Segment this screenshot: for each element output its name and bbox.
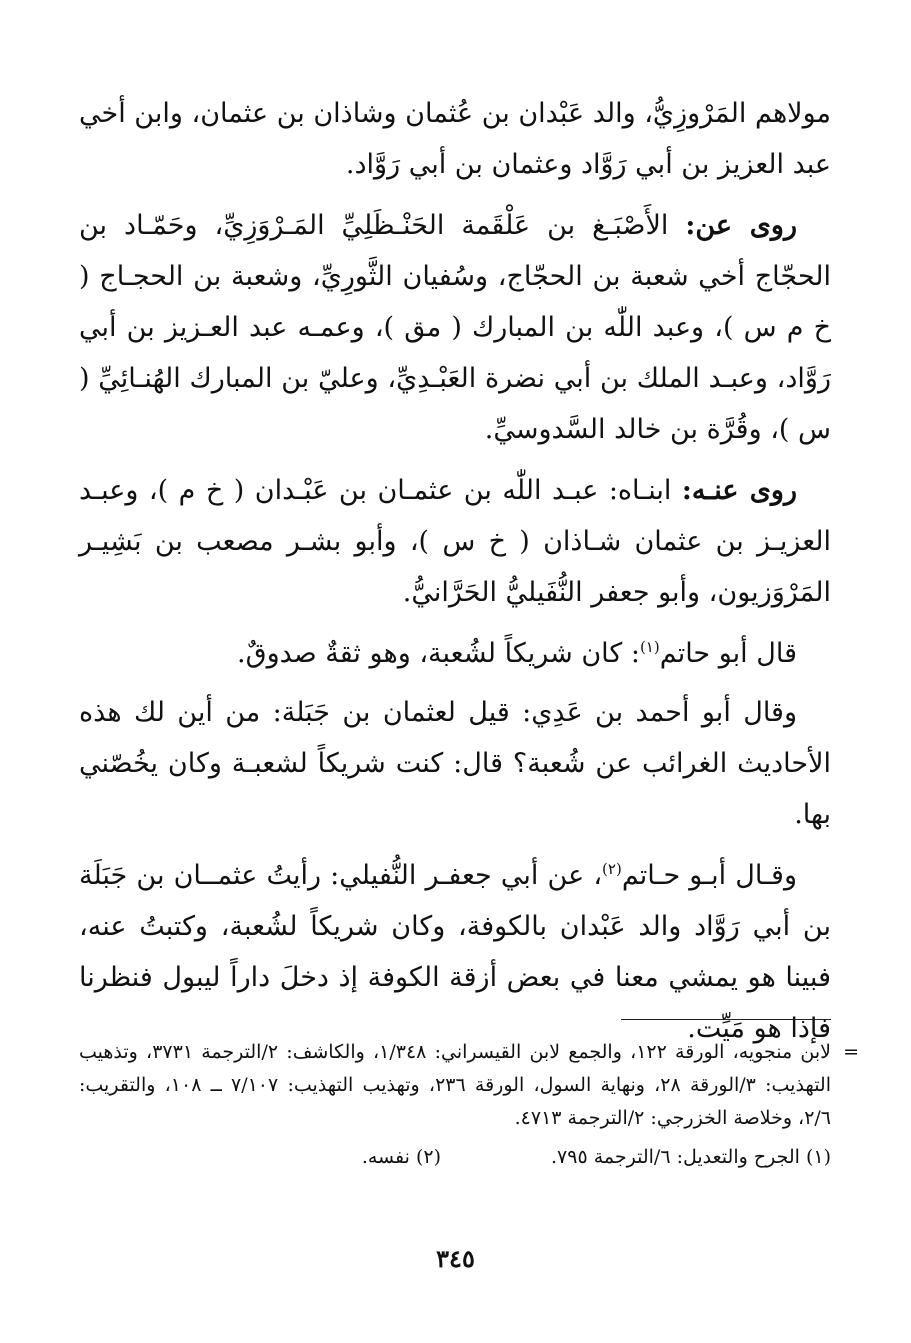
footnotes: [79, 1036, 859, 1174]
ibn-adi-text: وقال أبو أحمد بن عَدِي: قيل لعثمان بن جَبَلة: من أين لك هذه الأحاديث الغرائب عن شُعبة؟ قال: كنت شريكاً لشعبـة وكان يخُصّني بها.: [79, 697, 831, 830]
paragraph-narrated-by: [79, 465, 831, 618]
footnote-ref-2: (٢): [602, 860, 622, 878]
footnote-continuation: لابن منجويه، الورقة ١٢٢، والجمع لابن القيسراني: ١/٣٤٨، والكاشف: ٢/الترجمة ٣٧٣١، وتذهيب التهذيب: ٣/الورقة ٢٨، ونهاية السول، الورقة ٢٣٦، وتهذيب التهذيب: ٧/١٠٧ ــ ١٠٨، والتقريب: ٢/٦، وخلاصة الخزرجي: ٢/الترجمة ٤٧١٣.: [79, 1041, 831, 1129]
paragraph-abu-hatim: [79, 628, 831, 679]
footnote-1: (١) الجرح والتعديل: ٦/الترجمة ٧٩٥.: [551, 1146, 831, 1168]
page-number: ٣٤٥: [436, 1244, 475, 1273]
main-text: [79, 88, 831, 1064]
paragraph-1: [79, 88, 831, 190]
paragraph-nufayli: [79, 850, 831, 1054]
paragraph-1-text: مولاهم المَرْوزِيُّ، والد عَبْدان بن عُثمان وشاذان بن عثمان، وابن أخي عبد العزيز بن أبي رَوَّاد وعثمان بن أبي رَوَّاد.: [79, 98, 831, 180]
footnote-ref-1: (١): [639, 638, 660, 656]
abu-hatim-text-a: قال أبو حاتم: [659, 638, 797, 669]
paragraph-narrated-from: [79, 200, 831, 455]
narrated-from-text: الأَصْبَـغ بن عَلْقَمة الحَنْـظَلِيِّ المَـرْوَزِيِّ، وحَمّـاد بن الحجّاج أخي شعبة بن الحجّاج، وسُفيان الثَّورِيِّ، وشعبة بن الحجـاج ( خ م س )، وعبد اللّٰه بن المبارك ( مق )، وعمـه عبد العـزيز بن أبي رَوَّاد، وعبـد الملك بن أبي نضرة العَبْـدِيِّ، وعليّ بن المبارك الهُنـائِيِّ ( س )، وقُرَّة بن خالد السَّدوسيِّ.: [79, 210, 831, 445]
footnote-2: (٢) نفسه.: [361, 1146, 441, 1168]
nufayli-text-a: وقـال أبـو حـاتم: [621, 860, 797, 891]
narrated-from-label: روى عن:: [685, 210, 797, 241]
nufayli-text-b: ، عن أبي جعفـر النُّفيلي: رأيتُ عثمــان بن جَبَلَة بن أبي رَوَّاد والد عَبْدان بالكوفة، وكان شريكاً لشُعبة، وكتبتُ عنه، فبينا هو يمشي معنا في بعض أزقة الكوفة إذ دخلَ داراً ليبول فنظرنا فإذا هو مَيِّت.: [79, 860, 831, 1044]
abu-hatim-text-b: : كان شريكاً لشُعبة، وهو ثقةٌ صدوقٌ.: [237, 638, 640, 669]
continuation-mark: =: [843, 1041, 859, 1063]
narrated-by-label: روى عنـه:: [681, 475, 797, 506]
paragraph-ibn-adi: [79, 687, 831, 840]
footnote-separator: [621, 1019, 831, 1020]
footnote-row: [79, 1141, 831, 1174]
narrated-by-text: ابنـاه: عبـد اللّٰه بن عثمـان بن عَبْـدان ( خ م )، وعبـد العزيـز بن عثمان شـاذان ( خ س )، وأبو بشـر مصعب بن بَشِيـر المَرْوَزيون، وأبو جعفر النُّفَيليُّ الحَرَّانيُّ.: [79, 475, 831, 608]
